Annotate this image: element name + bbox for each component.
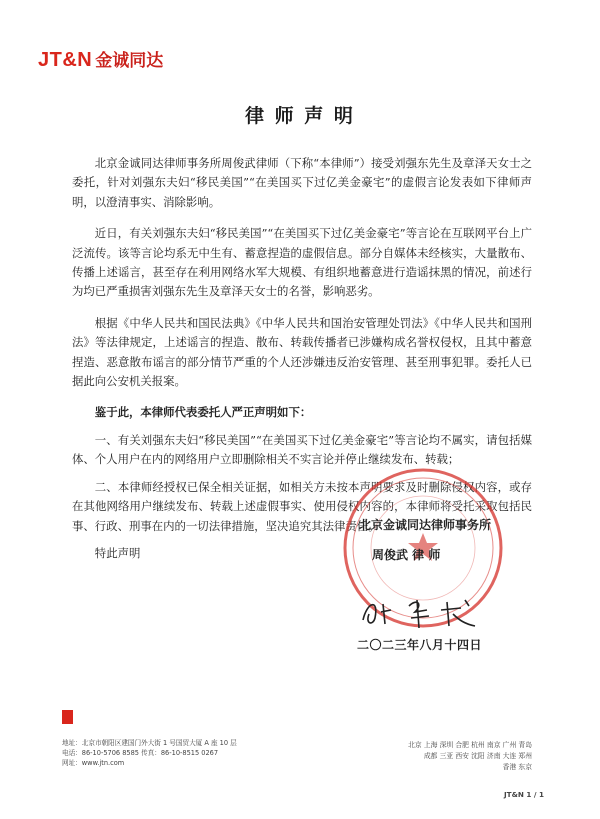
logo-chinese: 金诚同达 bbox=[95, 51, 164, 71]
brand-red-square bbox=[62, 710, 73, 724]
handwritten-signature bbox=[357, 590, 497, 632]
paragraph-intro: 北京金诚同达律师事务所周俊武律师（下称“本律师”）接受刘强东先生及章泽天女士之委托，针对刘强东夫妇“移民美国”“在美国买下过亿美金豪宅”的虚假言论发表如下律师声明，以澄清事实、消除影响。 bbox=[72, 156, 532, 209]
footer-contact bbox=[62, 738, 237, 768]
footer-address: 地址：北京市朝阳区建国门外大街 1 号国贸大厦 A 座 10 层 bbox=[62, 739, 237, 747]
paragraph-closing: 特此声明 bbox=[94, 545, 141, 560]
page-number: JT&N 1 / 1 bbox=[504, 790, 544, 799]
logo-english: JT&N bbox=[38, 49, 93, 71]
footer-phone-fax: 电话：86-10-5706 8585 传真：86-10-8515 0267 bbox=[62, 749, 219, 757]
signer-lawyer-name: 周俊武 律 师 bbox=[372, 548, 441, 562]
paragraph-declaration: 鉴于此，本律师代表委托人严正声明如下： bbox=[94, 405, 312, 420]
cities-line: 香港 东京 bbox=[502, 763, 532, 771]
signer-firm-name: 北京金诚同达律师事务所 bbox=[359, 518, 492, 532]
page-title: 律 师 声 明 bbox=[245, 105, 355, 127]
paragraph-point-two: 二、本律师经授权已保全相关证据，如相关方未按本声明要求及时删除侵权内容，或存在其他网络用户继续发布、转载上述虚假事实、使用侵权内容的，本律师将受托采取包括民事、行政、刑事在内的一切法律措施，坚决追究其法律责任。 bbox=[72, 479, 532, 533]
letterhead-logo bbox=[38, 46, 163, 72]
paragraph-point-one: 一、有关刘强东夫妇“移民美国”“在美国买下过亿美金豪宅”等言论均不属实，请包括媒体、个人用户在内的网络用户立即删除相关不实言论并停止继续发布、转载； bbox=[72, 432, 532, 467]
cities-line: 成都 三亚 西安 沈阳 济南 大连 郑州 bbox=[423, 752, 532, 760]
footer-website: 网址：www.jtn.com bbox=[62, 759, 125, 767]
paragraph-background: 近日，有关刘强东夫妇“移民美国”“在美国买下过亿美金豪宅”等言论在互联网平台上广泛流传。该等言论均系无中生有、蓄意捏造的虚假信息。部分自媒体未经核实，大量散布、传播上述谣言，甚至存在利用网络水军大规模、有组织地蓄意进行造谣抹黑的情况，前述行为均已严重损害刘强东先生及章泽天女士的名誉，影响恶劣。 bbox=[72, 226, 532, 299]
paragraph-legal-basis: 根据《中华人民共和国民法典》《中华人民共和国治安管理处罚法》《中华人民共和国刑法》等法律规定，上述谣言的捏造、散布、转载传播者已涉嫌构成名誉权侵权，且其中蓄意捏造、恶意散布谣言的部分情节严重的个人还涉嫌违反治安管理、甚至刑事犯罪。委托人已据此向公安机关报案。 bbox=[72, 315, 532, 389]
cities-line: 北京 上海 深圳 合肥 杭州 南京 广州 青岛 bbox=[408, 741, 532, 749]
footer-office-cities bbox=[342, 740, 532, 773]
statement-date: 二〇二三年八月十四日 bbox=[357, 638, 483, 652]
